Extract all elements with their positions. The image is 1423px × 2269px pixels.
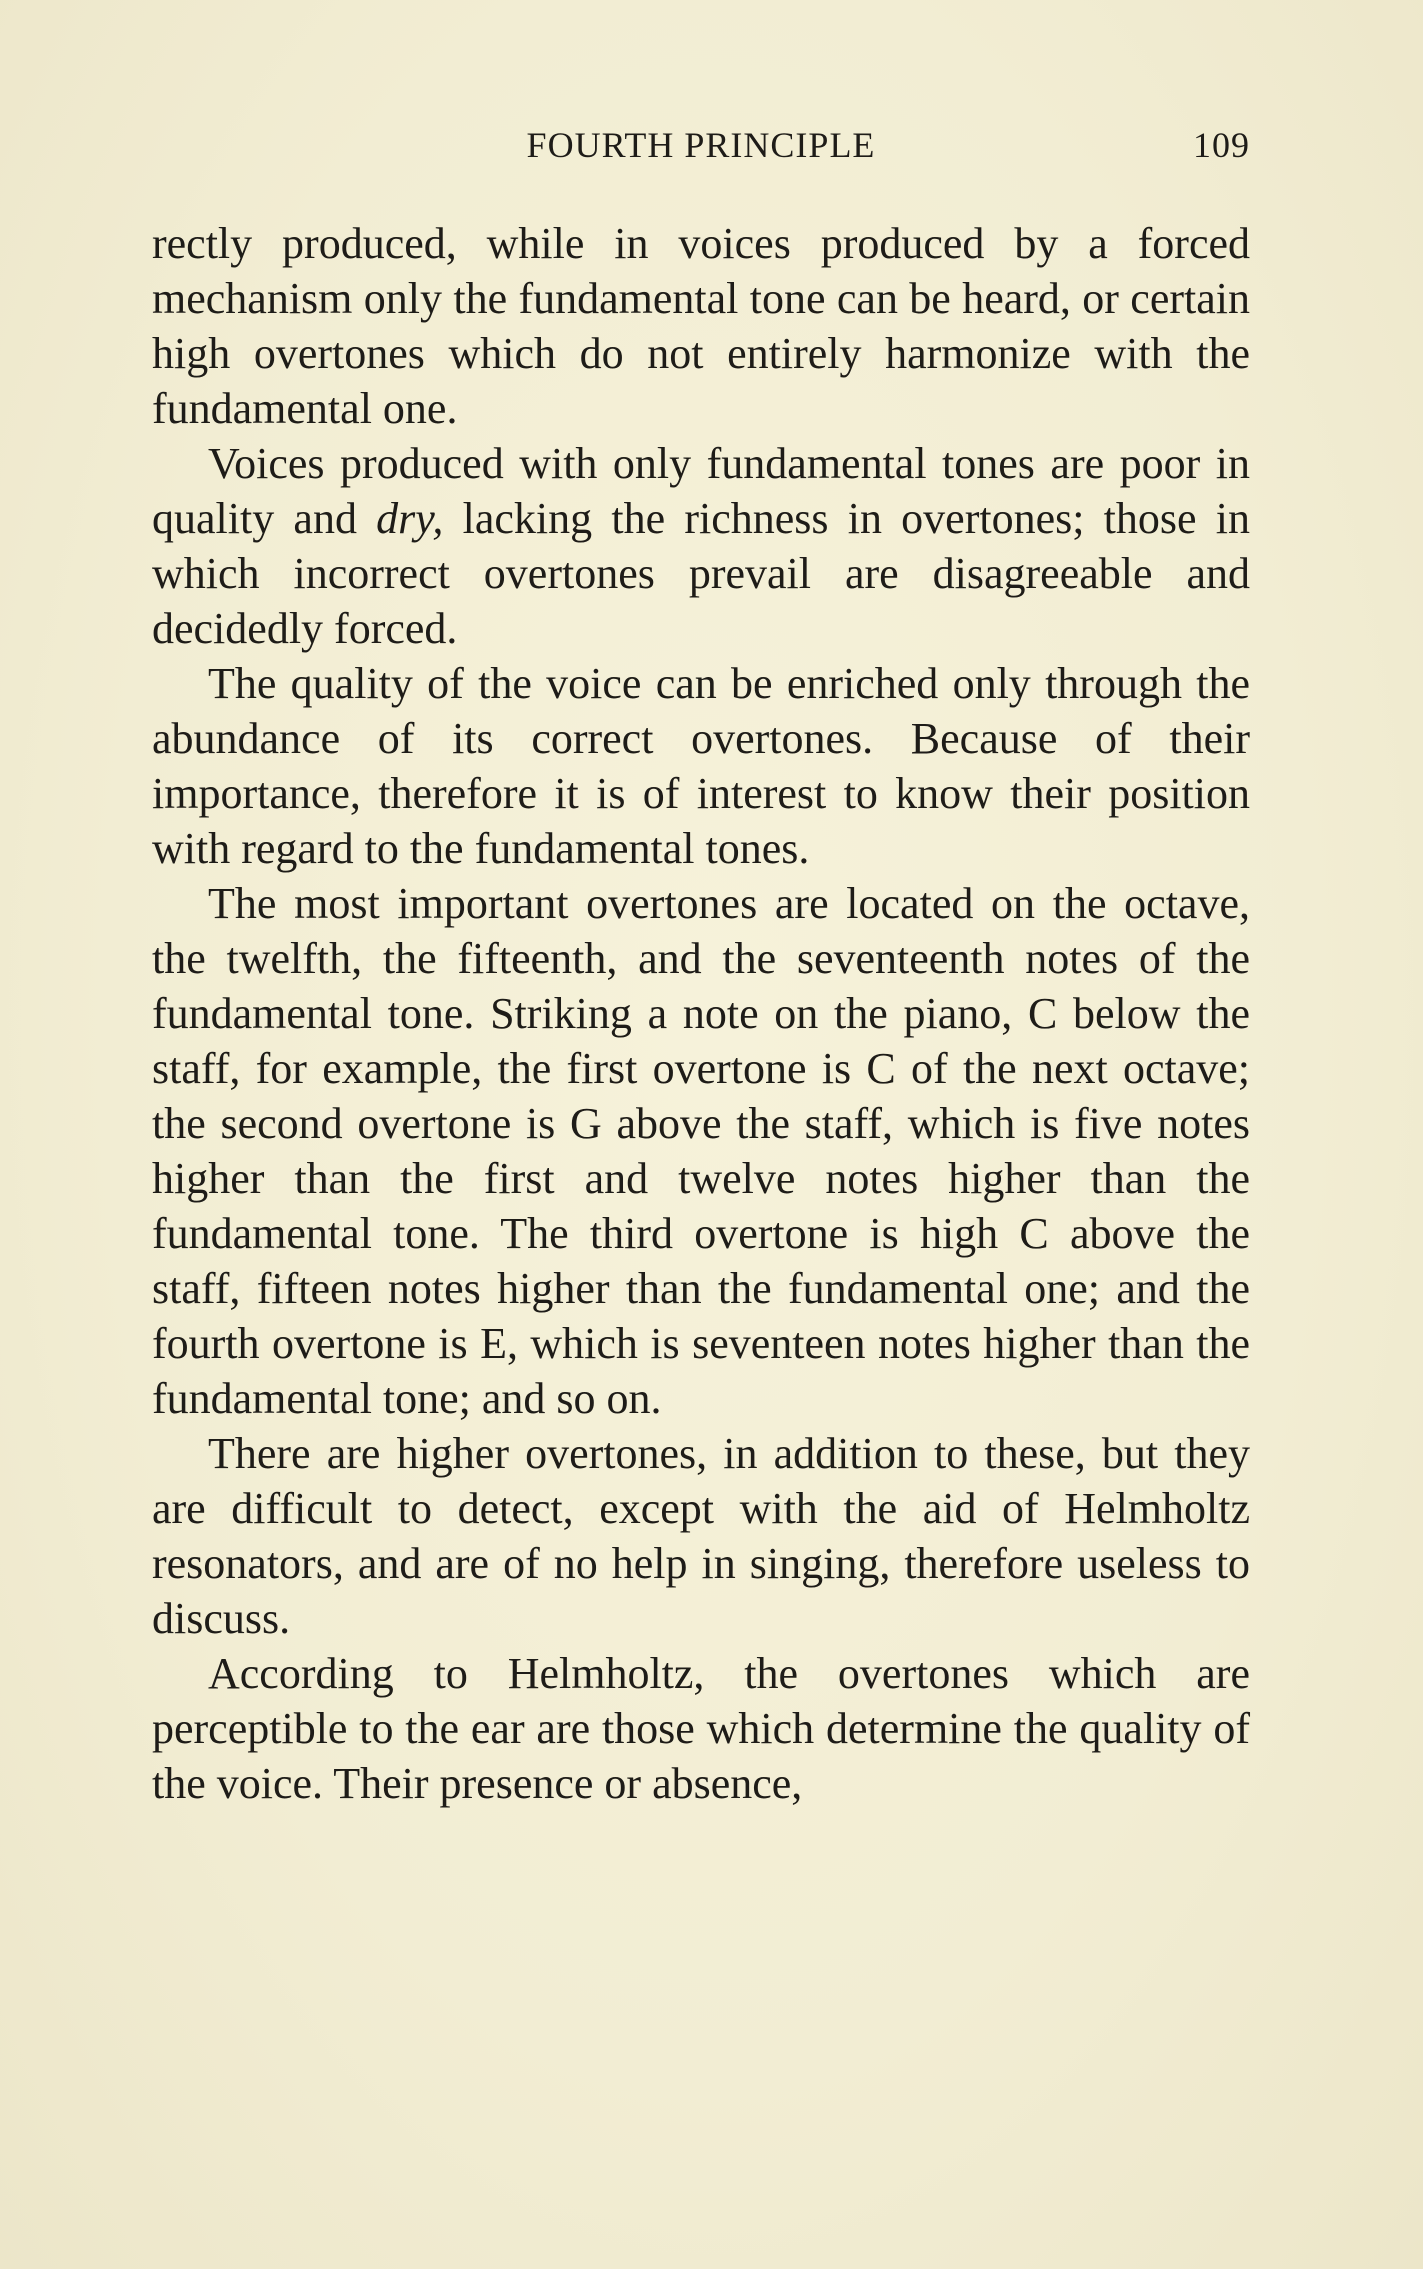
paragraph-quality: The quality of the voice can be enriched only through the abundance of its correct overtones. Because of their importance, therefore it is of interest to know their position with regard to the fundamental tones.	[152, 659, 1250, 873]
paragraph-text-after: lacking the richness in overtones; those in which incorrect overtones prevail are disagreeable and decidedly forced.	[152, 494, 1250, 653]
paragraph-helmholtz: According to Helmholtz, the overtones which are perceptible to the ear are those which determine the quality of the voice. Their presence or absence,	[152, 1649, 1250, 1808]
paragraph-important-overtones: The most important overtones are located on the octave, the twelfth, the fifteenth, and the seventeenth notes of the fundamental tone. Striking a note on the piano, C below the staff, for example, the first overtone is C of the next octave; the second overtone is G above the staff, which is five notes higher than the first and twelve notes higher than the fundamental tone. The third overtone is high C above the staff, fifteen notes higher than the fundamental one; and the fourth overtone is E, which is seventeen notes higher than the fundamental tone; and so on.	[152, 879, 1250, 1423]
page-header	[152, 118, 1250, 178]
paragraph-text-before: Voices produced with only fundamental tones are poor in quality and	[152, 439, 1250, 543]
emphasis-dry: dry,	[376, 494, 444, 543]
paragraph-continuation: rectly produced, while in voices produced by a forced mechanism only the fundamental tone can be heard, or certain high overtones which do not entirely harmonize with the fundamental one.	[152, 219, 1250, 433]
page-number: 109	[1193, 125, 1250, 165]
paragraph-dry-voices	[152, 436, 1250, 656]
running-head: FOURTH PRINCIPLE	[526, 125, 876, 165]
paragraph-higher-overtones: There are higher overtones, in addition to these, but they are difficult to detect, except with the aid of Helmholtz resonators, and are of no help in singing, therefore useless to discuss.	[152, 1429, 1250, 1643]
body-text	[152, 216, 1250, 1811]
